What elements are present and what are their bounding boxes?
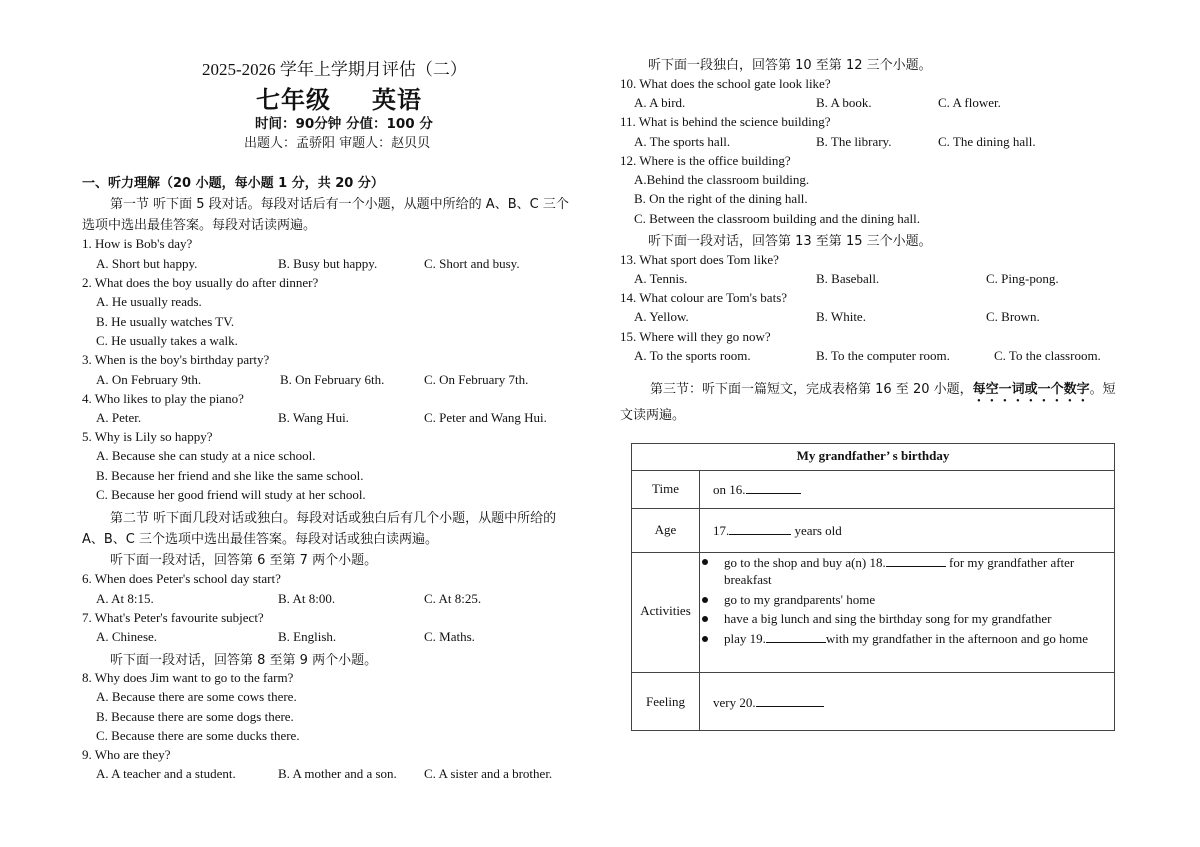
- option-a: A. On February 9th.: [96, 372, 202, 387]
- question-stem: 9. Who are they?: [82, 747, 171, 762]
- sec1-instruction-line2: 选项中选出最佳答案。每段对话读两遍。: [82, 218, 317, 233]
- answer-table: [631, 443, 1115, 731]
- option-c: C. Brown.: [986, 309, 1040, 324]
- part1-heading: 一、听力理解（20 小题，每小题 1 分，共 20 分）: [82, 176, 384, 191]
- option-b: B. Baseball.: [816, 271, 880, 286]
- table-title: My grandfather’ s birthday: [796, 448, 950, 463]
- option-c: C. Between the classroom building and the dining hall.: [634, 211, 920, 226]
- grade-title: 七年级: [256, 88, 331, 114]
- option-c: C. Maths.: [424, 629, 475, 644]
- feeling-value[interactable]: very 20.: [713, 694, 824, 711]
- question-stem: 3. When is the boy's birthday party?: [82, 352, 270, 367]
- activity-4[interactable]: play 19. with my grandfather in the afternoon and go home: [724, 631, 1088, 646]
- instruction-8-9: 听下面一段对话，回答第 8 至第 9 两个小题。: [110, 653, 378, 668]
- subject-title: 英语: [372, 88, 422, 114]
- option-c: C. Short and busy.: [424, 256, 520, 271]
- blank-19[interactable]: [766, 630, 826, 643]
- option-b: B. English.: [278, 629, 337, 644]
- table-row-time: [632, 470, 1114, 508]
- option-a: A. Because there are some cows there.: [96, 689, 297, 704]
- instruction-13-15: 听下面一段对话，回答第 13 至第 15 三个小题。: [648, 234, 932, 249]
- table-row-age: [632, 508, 1114, 552]
- sec3-instruction-line1: 第三节：听下面一篇短文，完成表格第 16 至 20 小题，每空一词或一个数字。短: [650, 382, 1116, 397]
- option-c: C. A sister and a brother.: [424, 766, 553, 781]
- question-stem: 5. Why is Lily so happy?: [82, 429, 213, 444]
- instruction-6-7: 听下面一段对话，回答第 6 至第 7 两个小题。: [110, 553, 378, 568]
- option-c: C. On February 7th.: [424, 372, 529, 387]
- option-b: B. Wang Hui.: [278, 410, 349, 425]
- activities-label: Activities: [640, 603, 691, 618]
- option-b: B. Busy but happy.: [278, 256, 378, 271]
- bullet-icon: [702, 559, 708, 565]
- option-c: C. Ping-pong.: [986, 271, 1059, 286]
- activity-1-cont: breakfast: [724, 572, 772, 587]
- option-c: C. The dining hall.: [938, 134, 1036, 149]
- exam-header-line: 2025-2026 学年上学期月评估（二）: [202, 60, 467, 79]
- activity-3: have a big lunch and sing the birthday song for my grandfather: [724, 611, 1052, 626]
- option-b: B. On February 6th.: [280, 372, 385, 387]
- question-stem: 8. Why does Jim want to go to the farm?: [82, 670, 294, 685]
- blank-18[interactable]: [886, 554, 946, 567]
- question-stem: 6. When does Peter's school day start?: [82, 571, 281, 586]
- blank-16[interactable]: [746, 481, 801, 494]
- table-row-activities: [632, 552, 1114, 672]
- option-b: B. A book.: [816, 95, 872, 110]
- sec3-instruction-line2: 文读两遍。: [620, 408, 686, 423]
- question-stem: 2. What does the boy usually do after dinner?: [82, 275, 319, 290]
- question-stem: 13. What sport does Tom like?: [620, 252, 779, 267]
- option-a: A. Chinese.: [96, 629, 158, 644]
- option-b: B. He usually watches TV.: [96, 314, 235, 329]
- question-stem: 4. Who likes to play the piano?: [82, 391, 244, 406]
- option-a: A. He usually reads.: [96, 294, 202, 309]
- instruction-10-12: 听下面一段独白，回答第 10 至第 12 三个小题。: [648, 58, 932, 73]
- question-stem: 15. Where will they go now?: [620, 329, 771, 344]
- blank-17[interactable]: [729, 522, 791, 535]
- bullet-icon: [702, 616, 708, 622]
- sec2-instruction-line2: A、B、C 三个选项中选出最佳答案。每段对话或独白读两遍。: [82, 532, 439, 547]
- option-a: A.Behind the classroom building.: [634, 172, 810, 187]
- option-c: C. He usually takes a walk.: [96, 333, 238, 348]
- activity-1[interactable]: go to the shop and buy a(n) 18. for my grandfather after: [724, 555, 1075, 570]
- option-b: B. A mother and a son.: [278, 766, 397, 781]
- sec1-instruction-line1: 第一节 听下面 5 段对话。每段对话后有一个小题，从题中所给的 A、B、C 三个: [110, 197, 569, 212]
- option-c: C. At 8:25.: [424, 591, 482, 606]
- activity-2: go to my grandparents' home: [724, 592, 876, 607]
- option-c: C. Because her good friend will study at her school.: [96, 487, 366, 502]
- option-a: A. To the sports room.: [634, 348, 751, 363]
- option-c: C. A flower.: [938, 95, 1001, 110]
- option-a: A. A bird.: [634, 95, 686, 110]
- blank-20[interactable]: [756, 694, 824, 707]
- option-b: B. On the right of the dining hall.: [634, 191, 808, 206]
- option-b: B. Because her friend and she like the same school.: [96, 468, 364, 483]
- bullet-icon: [702, 597, 708, 603]
- option-b: B. White.: [816, 309, 866, 324]
- time-value[interactable]: on 16.: [713, 481, 801, 498]
- question-stem: 12. Where is the office building?: [620, 153, 791, 168]
- option-b: B. To the computer room.: [816, 348, 950, 363]
- table-row-feeling: [632, 672, 1114, 732]
- option-b: B. The library.: [816, 134, 892, 149]
- question-stem: 14. What colour are Tom's bats?: [620, 290, 788, 305]
- option-b: B. Because there are some dogs there.: [96, 709, 294, 724]
- option-a: A. A teacher and a student.: [96, 766, 236, 781]
- age-value[interactable]: 17. years old: [713, 523, 842, 538]
- bullet-icon: [702, 636, 708, 642]
- question-stem: 1. How is Bob's day?: [82, 236, 193, 251]
- option-a: A. At 8:15.: [96, 591, 154, 606]
- sec2-instruction-line1: 第二节 听下面几段对话或独白。每段对话或独白后有几个小题，从题中所给的: [110, 511, 557, 526]
- option-a: A. The sports hall.: [634, 134, 731, 149]
- option-c: C. To the classroom.: [994, 348, 1101, 363]
- option-a: A. Short but happy.: [96, 256, 198, 271]
- question-stem: 7. What's Peter's favourite subject?: [82, 610, 264, 625]
- question-stem: 11. What is behind the science building?: [620, 114, 831, 129]
- authors-line: 出题人：孟骄阳 审题人：赵贝贝: [244, 136, 431, 151]
- sec3-emphasis: 每空一词或一个数字: [972, 382, 1090, 397]
- feeling-label: Feeling: [646, 694, 685, 709]
- option-c: C. Because there are some ducks there.: [96, 728, 300, 743]
- option-a: A. Tennis.: [634, 271, 688, 286]
- option-a: A. Because she can study at a nice school.: [96, 448, 316, 463]
- age-label: Age: [654, 522, 677, 537]
- option-c: C. Peter and Wang Hui.: [424, 410, 547, 425]
- question-stem: 10. What does the school gate look like?: [620, 76, 831, 91]
- option-b: B. At 8:00.: [278, 591, 336, 606]
- option-a: A. Yellow.: [634, 309, 689, 324]
- time-label: Time: [652, 481, 679, 496]
- option-a: A. Peter.: [96, 410, 142, 425]
- time-score-line: 时间：90分钟 分值：100 分: [255, 116, 433, 132]
